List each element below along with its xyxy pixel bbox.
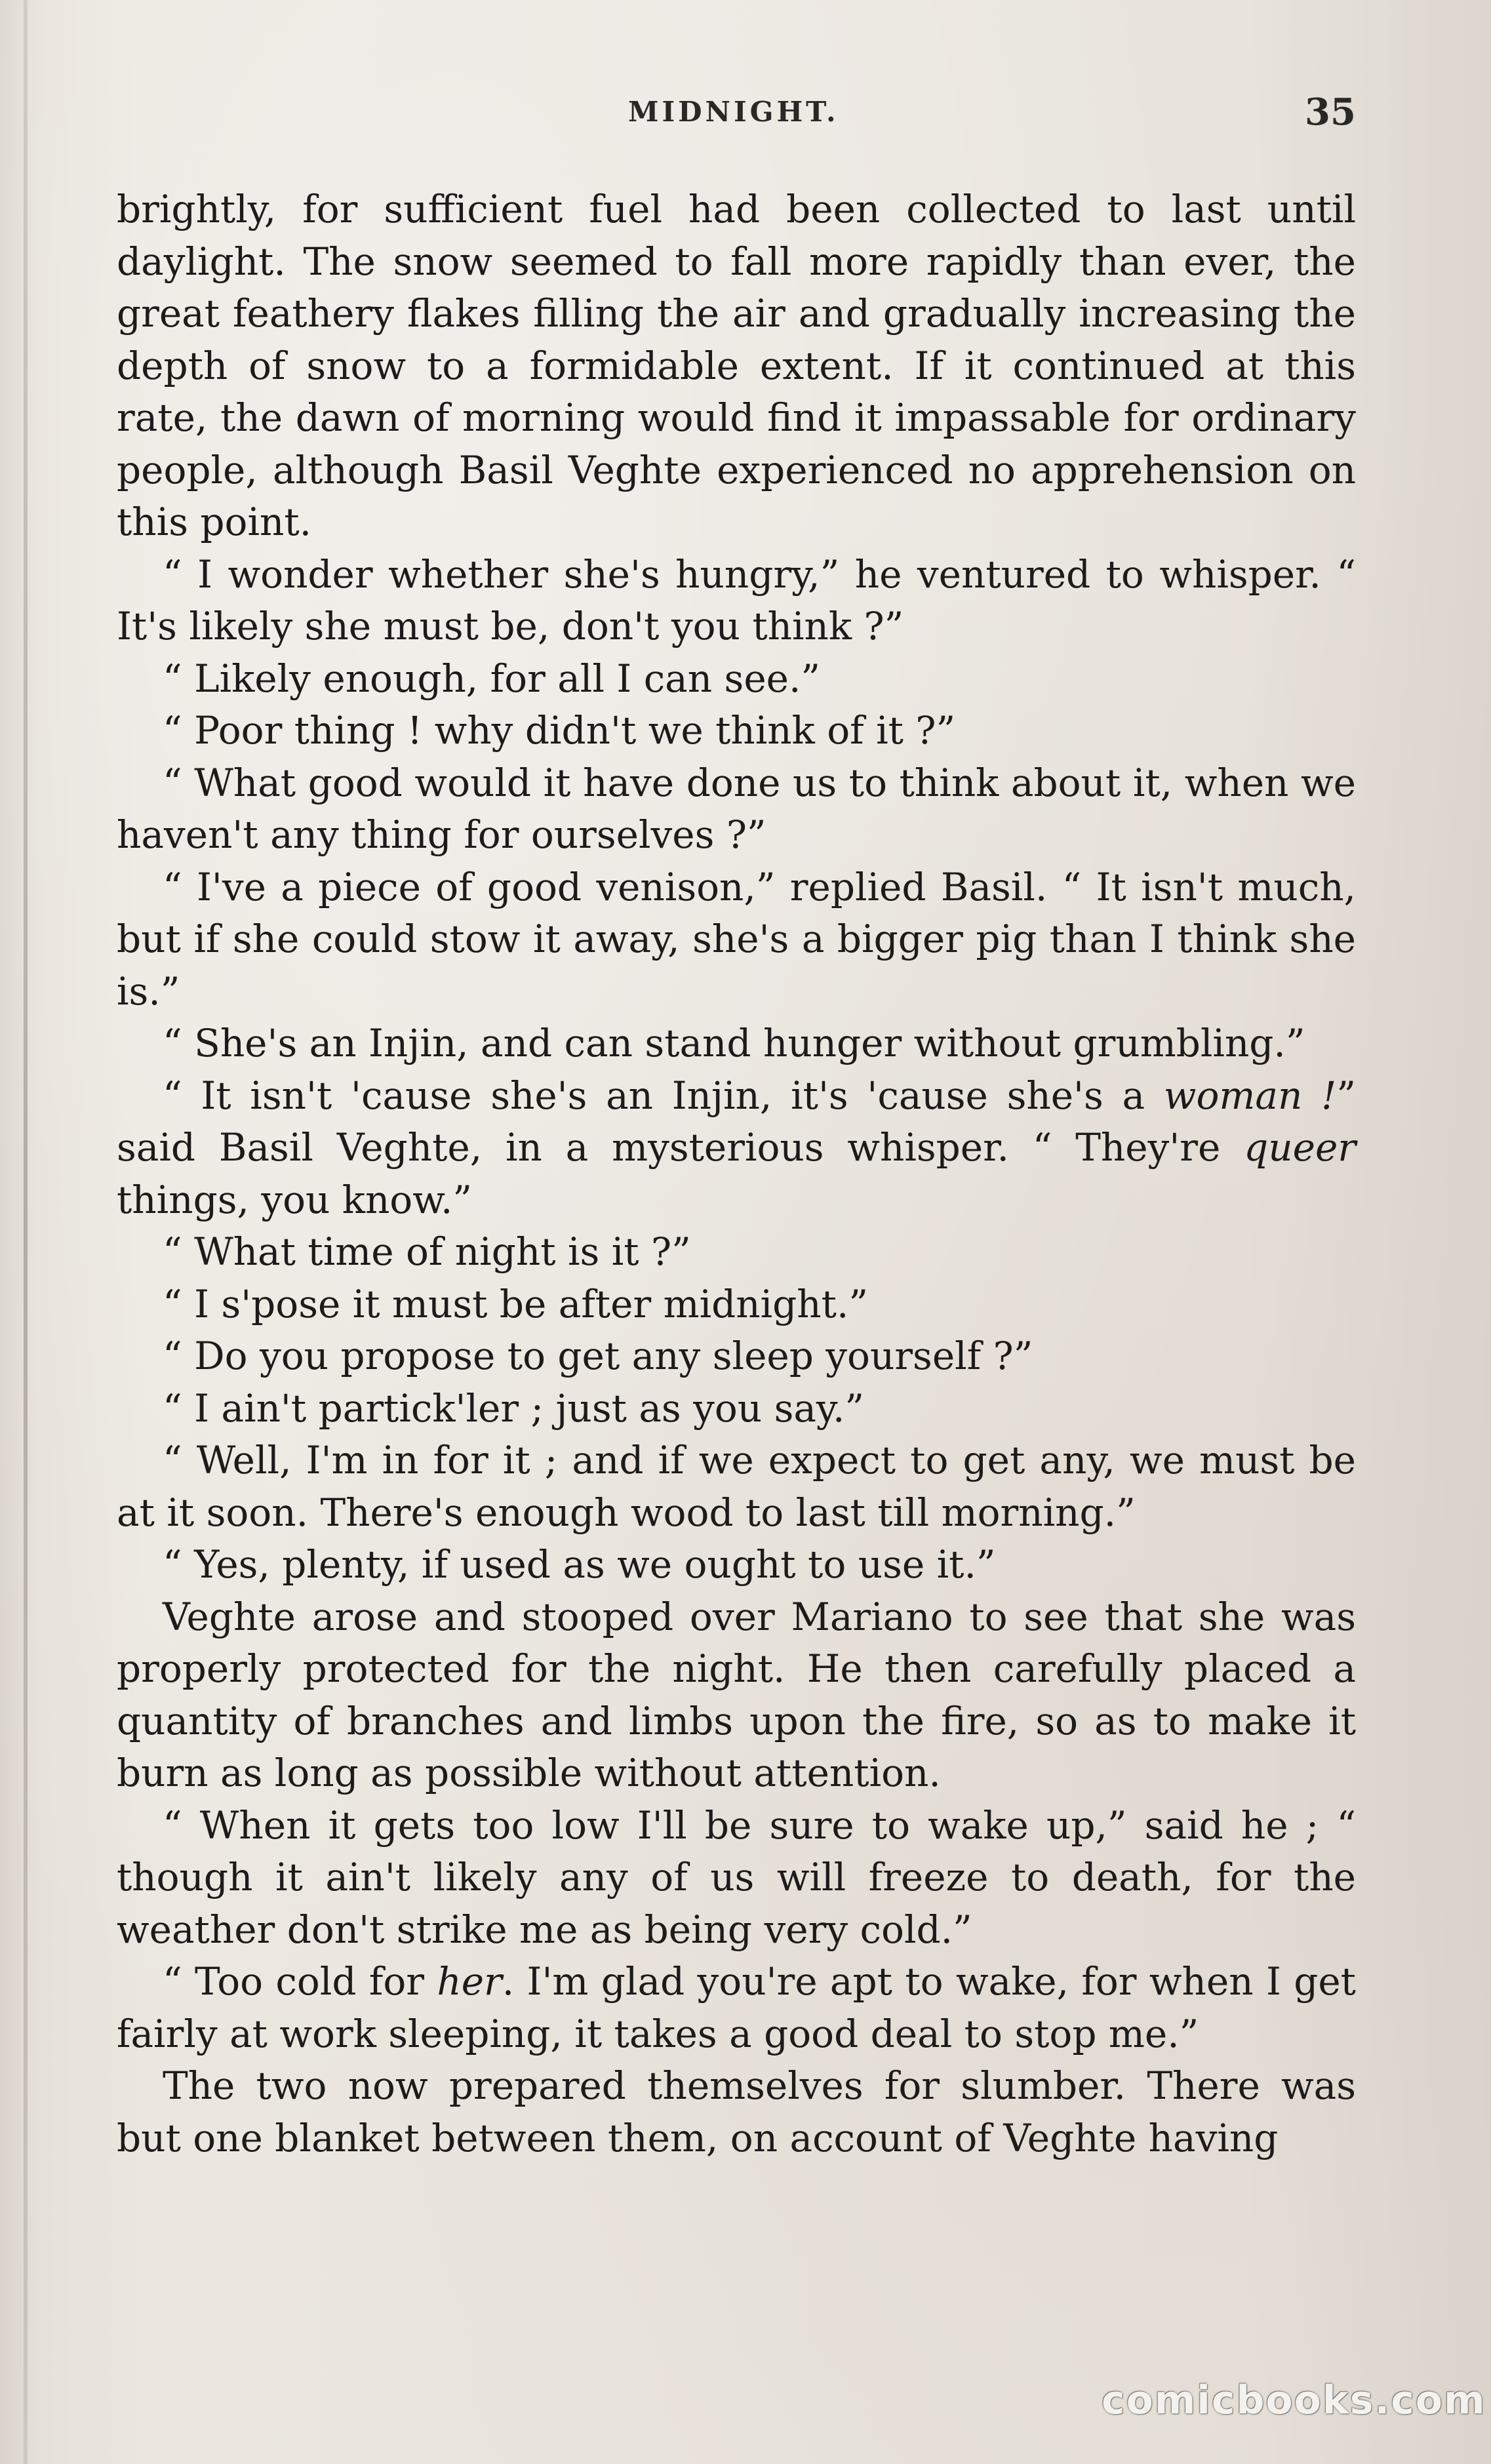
paragraph-text: things, you know.”: [117, 1177, 473, 1222]
running-head: MIDNIGHT.: [628, 96, 839, 128]
paragraph-text: “ Too cold for: [163, 1959, 437, 2004]
paragraph-text: “ It isn't 'cause she's an Injin, it's 'cause she's a: [163, 1073, 1164, 1118]
paragraph: Veghte arose and stooped over Mariano to see that she was properly protected for the night. He then carefully placed a quantity of branches and limbs upon the fire, so as to make it burn as long as possible without attention.: [117, 1594, 1356, 1795]
paragraph: “ I s'pose it must be after midnight.”: [163, 1281, 869, 1326]
paragraph: “ I ain't partick'ler ; just as you say.”: [163, 1385, 865, 1431]
paragraph: “ When it gets too low I'll be sure to wake up,” said he ; “ though it ain't likely any of us will freeze to death, for the weather don't strike me as being very cold.”: [117, 1802, 1356, 1952]
paragraph: “ She's an Injin, and can stand hunger without grumbling.”: [163, 1021, 1305, 1065]
watermark-logo: comicbooks.com: [1102, 2377, 1486, 2423]
paragraph-text: . I'm glad you're apt to wake, for when I get fairly at work sleeping, it takes a good deal to stop me.”: [117, 1959, 1356, 2056]
paragraph: “ Yes, plenty, if used as we ought to use it.”: [163, 1542, 996, 1587]
page-number: 35: [1305, 90, 1356, 134]
paragraph: “ Do you propose to get any sleep yourself ?”: [163, 1334, 1033, 1378]
emphasis-text: her: [437, 1959, 502, 2004]
paragraph: The two now prepared themselves for slumber. There was but one blanket between them, on account of Veghte having: [117, 2063, 1356, 2160]
paragraph: “ Likely enough, for all I can see.”: [163, 656, 821, 701]
page-spine-edge: [24, 0, 28, 2464]
paragraph: [117, 1070, 1356, 1227]
emphasis-text: queer: [1244, 1125, 1356, 1170]
body-text: [117, 184, 1356, 2164]
paragraph: “ I wonder whether she's hungry,” he ventured to whisper. “ It's likely she must be, don't you think ?”: [117, 551, 1356, 648]
emphasis-text: woman !: [1163, 1073, 1337, 1118]
paragraph: “ What good would it have done us to think about it, when we haven't any thing for ourselves ?”: [117, 760, 1356, 857]
paragraph: “ I've a piece of good venison,” replied Basil. “ It isn't much, but if she could stow it away, she's a bigger pig than I think she is.”: [117, 864, 1356, 1014]
paragraph: “ Poor thing ! why didn't we think of it ?”: [163, 708, 956, 753]
paragraph: [117, 1956, 1356, 2060]
paragraph-text: ” said Basil Veghte, in a mysterious whisper. “ They're: [117, 1073, 1356, 1170]
paragraph: brightly, for sufficient fuel had been collected to last until daylight. The snow seemed to fall more rapidly than ever, the great feathery flakes filling the air and gradually increasing the depth of snow to a formidable extent. If it continued at this rate, the dawn of morning would find it impassable for ordinary people, although Basil Veghte experienced no apprehension on this point.: [117, 187, 1356, 544]
page-header: [0, 90, 1491, 136]
paragraph: “ What time of night is it ?”: [163, 1229, 691, 1274]
paragraph: “ Well, I'm in for it ; and if we expect to get any, we must be at it soon. There's enough wood to last till morning.”: [117, 1438, 1356, 1535]
